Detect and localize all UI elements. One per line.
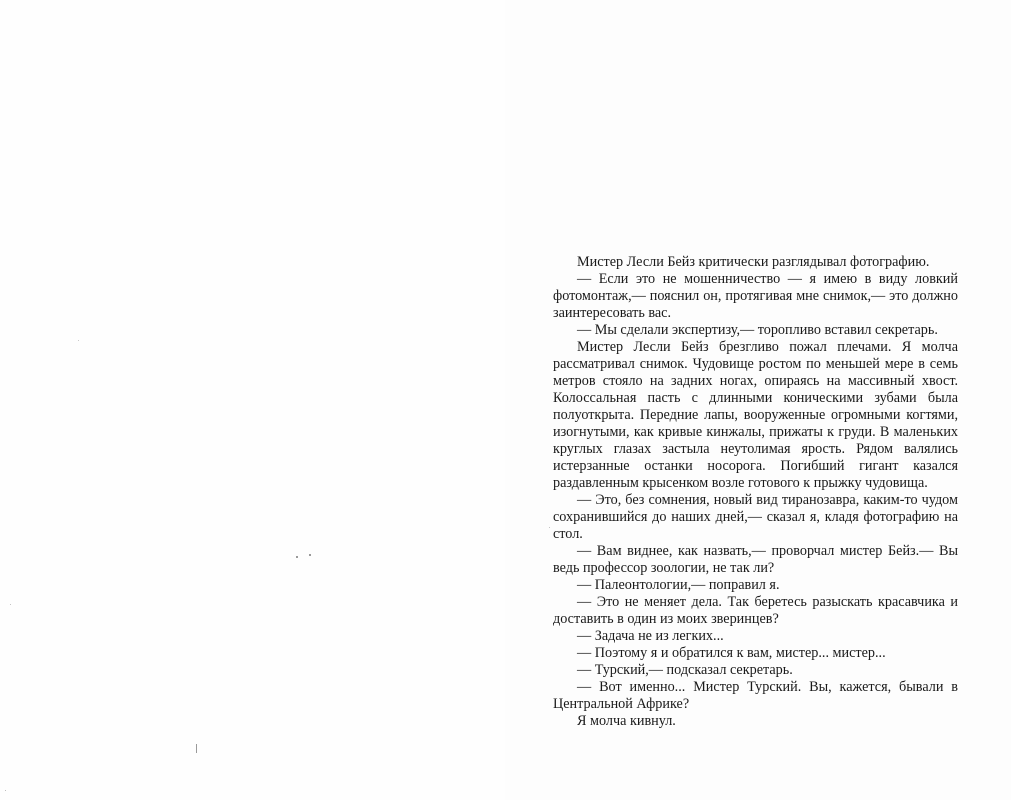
paragraph: — Турский,— подсказал секретарь. <box>577 662 793 678</box>
scan-speck <box>10 604 11 605</box>
paragraph: — Задача не из легких... <box>577 628 724 644</box>
paragraph: — Мы сделали экспертизу,— торопливо вставил секретарь. <box>577 322 938 338</box>
paragraph: — Палеонтологии,— поправил я. <box>577 577 780 593</box>
paragraph: Мистер Лесли Бейз критически разглядывал фотографию. <box>577 254 930 270</box>
paragraph: Я молча кивнул. <box>577 713 676 729</box>
scan-speck <box>309 554 311 556</box>
scan-speck <box>296 556 298 558</box>
paragraph: — Поэтому я и обратился к вам, мистер... мистер... <box>577 645 886 661</box>
paragraph: — Это, без сомнения, новый вид тиранозавра, каким-то чудом сохранившийся до наших дней,— сказал я, кладя фотографию на стол. <box>553 492 958 542</box>
scan-speck <box>78 340 79 341</box>
scan-mark <box>196 744 197 753</box>
paragraph: — Вам виднее, как назвать,— проворчал мистер Бейз.— Вы ведь профессор зоологии, не так ли? <box>553 543 958 576</box>
scan-speck <box>549 527 550 528</box>
paragraph: Мистер Лесли Бейз брезгливо пожал плечами. Я молча рассматривал снимок. Чудовище ростом по меньшей мере в семь метров стояло на задних ногах, опираясь на массивный хвост. Колоссальная пасть с длинными коническими зубами была полуоткрыта. Передние лапы, вооруженные огромными когтями, изогнутыми, как кривые кинжалы, прижаты к груди. В маленьких круглых глазах застыла неутолимая ярость. Рядом валялись истерзанные останки носорога. Погибший гигант казался раздавленным крысенком возле готового к прыжку чудовища. <box>553 339 958 491</box>
scan-speck <box>5 790 6 791</box>
right-page <box>505 0 1011 800</box>
story-text <box>553 254 958 730</box>
paragraph: — Если это не мошенничество — я имею в виду ловкий фотомонтаж,— пояснил он, протягивая мне снимок,— это должно заинтересовать вас. <box>553 271 958 321</box>
paragraph: — Это не меняет дела. Так беретесь разыскать красавчика и доставить в один из моих зверинцев? <box>553 594 958 627</box>
left-page <box>0 0 505 800</box>
paragraph: — Вот именно... Мистер Турский. Вы, кажется, бывали в Центральной Африке? <box>553 679 958 712</box>
